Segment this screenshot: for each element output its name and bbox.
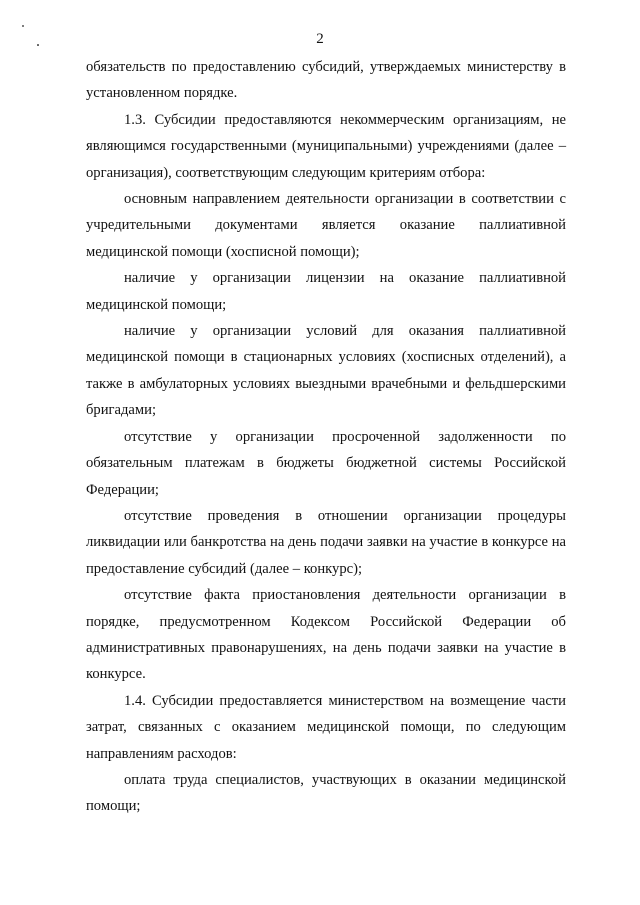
document-body bbox=[86, 54, 566, 820]
paragraph: основным направлением деятельности организации в соответствии с учредительными документами является оказание паллиативной медицинской помощи (хосписной помощи); bbox=[86, 191, 566, 260]
scan-speck bbox=[22, 25, 24, 27]
paragraph: наличие у организации условий для оказания паллиативной медицинской помощи в стационарных условиях (хосписных отделений), а также в амбулаторных условиях выездными врачебными и фельдшерскими бригадами; bbox=[86, 323, 566, 419]
paragraph: оплата труда специалистов, участвующих в оказании медицинской помощи; bbox=[86, 771, 566, 815]
page-number: 2 bbox=[316, 31, 324, 47]
paragraph: наличие у организации лицензии на оказание паллиативной медицинской помощи; bbox=[86, 270, 566, 313]
paragraph: обязательств по предоставлению субсидий, утверждаемых министерству в установленном порядке. bbox=[86, 59, 566, 102]
paragraph: отсутствие у организации просроченной задолженности по обязательным платежам в бюджеты бюджетной системы Российской Федерации; bbox=[86, 428, 566, 498]
paragraph: 1.3. Субсидии предоставляются некоммерческим организациям, не являющимся государственными (муниципальными) учреждениями (далее – организация), соответствующим следующим критериям отбора: bbox=[86, 111, 566, 181]
paragraph: 1.4. Субсидии предоставляется министерством на возмещение части затрат, связанных с оказанием медицинской помощи, по следующим направлениям расходов: bbox=[86, 692, 566, 762]
paragraph: отсутствие факта приостановления деятельности организации в порядке, предусмотренном Кодексом Российской Федерации об административных правонарушениях, на день подачи заявки на участие в конкурсе. bbox=[86, 587, 566, 683]
paragraph: отсутствие проведения в отношении организации процедуры ликвидации или банкротства на день подачи заявки на участие в конкурсе на предоставление субсидий (далее – конкурс); bbox=[86, 507, 566, 577]
